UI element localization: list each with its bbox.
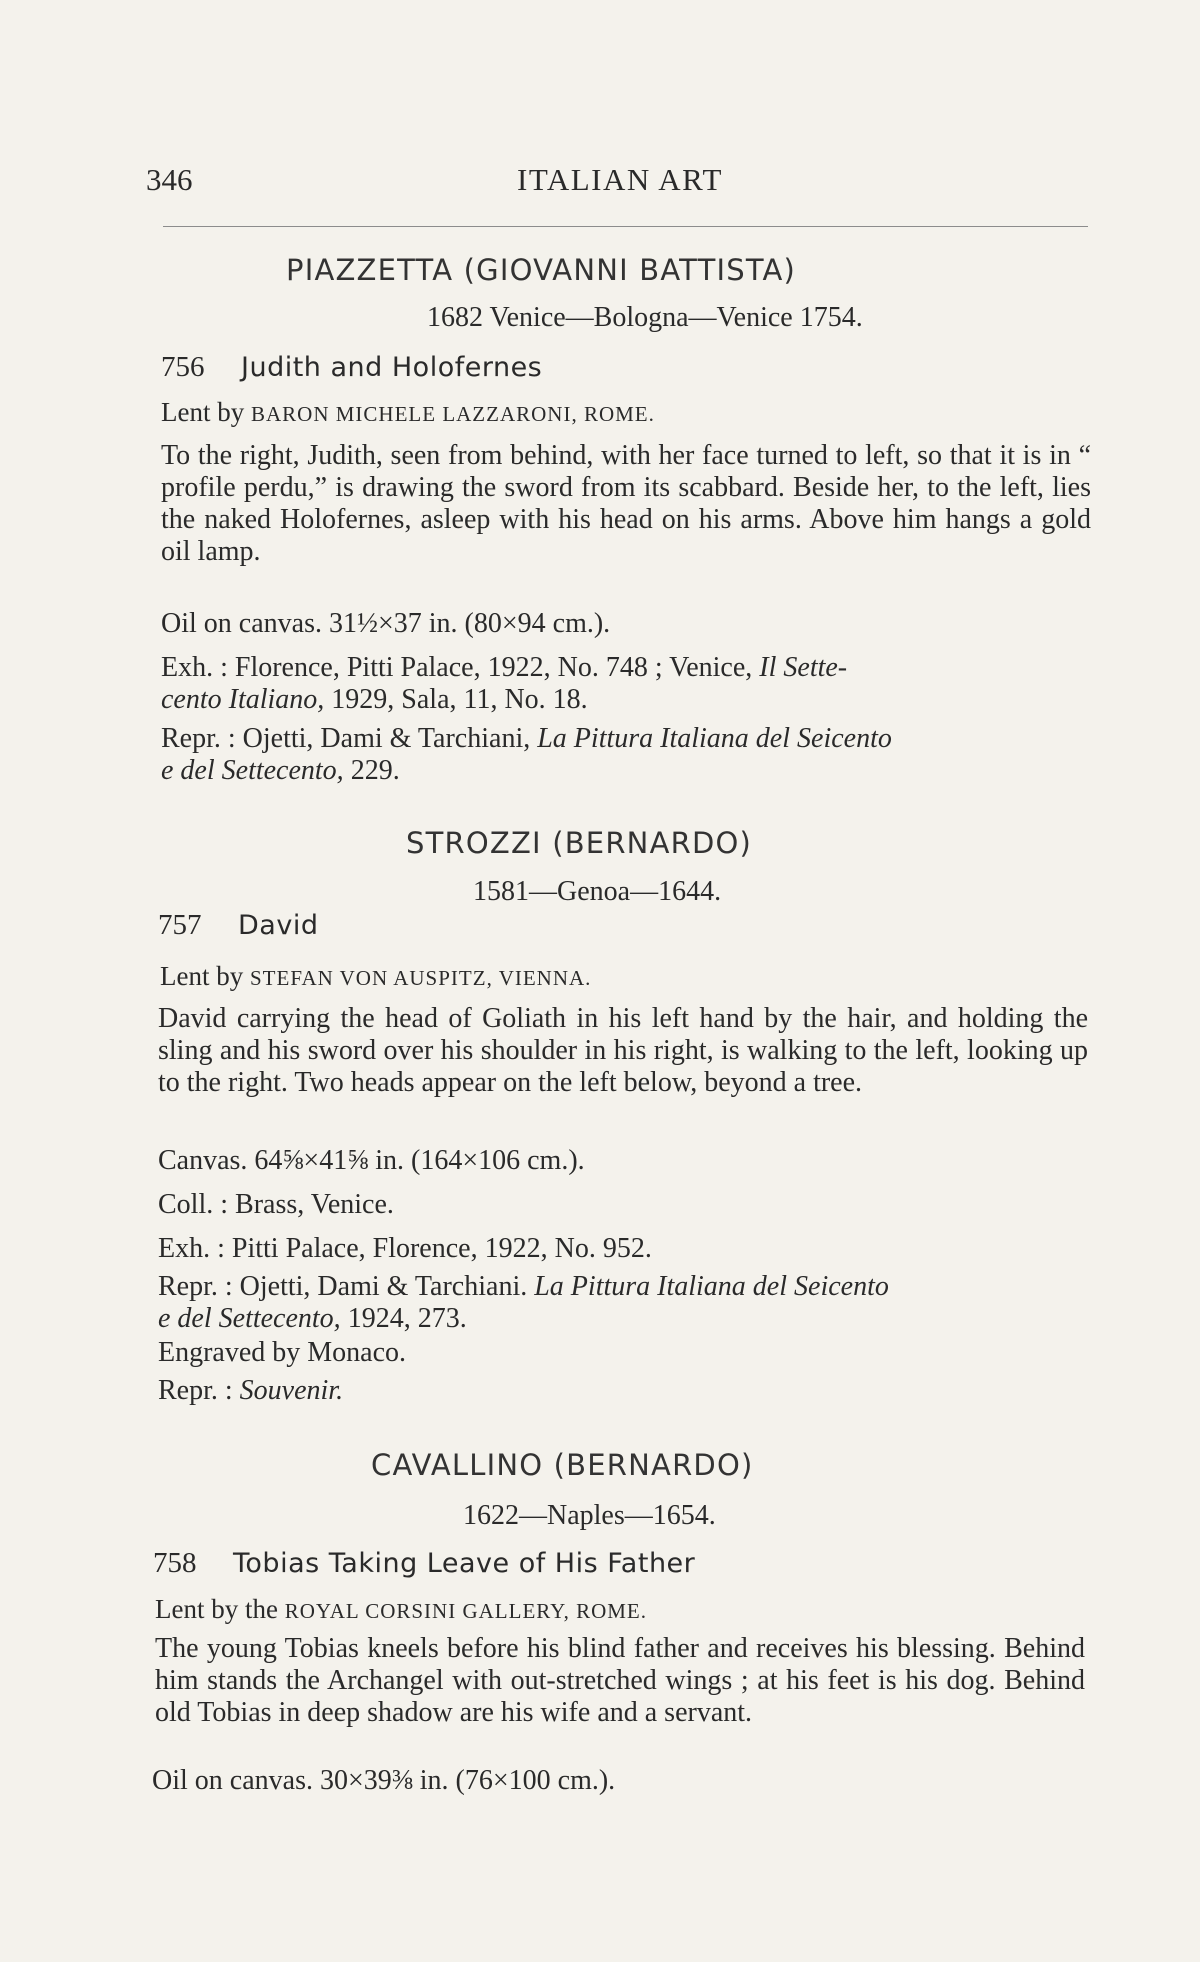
- artist-dates: 1581—Genoa—1644.: [473, 876, 722, 907]
- reproduction-line-cont: [161, 755, 400, 787]
- lender-line: [160, 961, 591, 992]
- lender-name: STEFAN VON AUSPITZ, VIENNA.: [249, 966, 592, 990]
- lent-prefix: Lent by: [160, 961, 250, 991]
- engraved-line: Engraved by Monaco.: [158, 1337, 407, 1368]
- entry-heading: [158, 909, 318, 942]
- lender-line: [155, 1594, 647, 1625]
- header-rule: [163, 226, 1088, 227]
- collection-line: Coll. : Brass, Venice.: [158, 1189, 394, 1220]
- exhibition-line: [161, 652, 847, 684]
- artist-dates: 1682 Venice—Bologna—Venice 1754.: [427, 302, 863, 333]
- exhibition-line: Exh. : Pitti Palace, Florence, 1922, No. 952.: [158, 1233, 652, 1264]
- running-head: ITALIAN ART: [517, 162, 723, 197]
- entry-number: 758: [153, 1547, 197, 1579]
- reproduction-title-cont: e del Settecento,: [158, 1303, 341, 1334]
- lent-prefix: Lent by the: [155, 1594, 285, 1624]
- reproduction-title: La Pittura Italiana del Seicento: [537, 723, 892, 754]
- reproduction-souvenir-line: [158, 1375, 343, 1407]
- reproduction-prefix: Repr. :: [158, 1375, 240, 1406]
- reproduction-souvenir: Souvenir.: [239, 1375, 344, 1406]
- entry-title: David: [238, 910, 319, 941]
- artist-dates: 1622—Naples—1654.: [463, 1500, 716, 1531]
- exhibition-title: Il Sette-: [759, 652, 848, 683]
- entry-heading: [161, 351, 542, 384]
- reproduction-text: Repr. : Ojetti, Dami & Tarchiani,: [161, 723, 538, 754]
- medium-line: Canvas. 64⅝×41⅝ in. (164×106 cm.).: [158, 1145, 585, 1176]
- entry-number: 757: [158, 909, 202, 941]
- exhibition-text: Exh. : Florence, Pitti Palace, 1922, No. 748 ; Venice,: [161, 652, 760, 683]
- artist-heading: CAVALLINO (BERNARDO): [371, 1448, 754, 1482]
- entry-title: Tobias Taking Leave of His Father: [233, 1548, 696, 1579]
- exhibition-title-cont: cento Italiano,: [161, 684, 325, 715]
- entry-description: The young Tobias kneels before his blind father and receives his blessing. Behind him stands the Archangel with out-stretched wings ; at his feet is his dog. Behind old Tobias in deep shadow are his wife and a servant.: [155, 1633, 1085, 1728]
- reproduction-line: [158, 1271, 889, 1303]
- entry-heading: [153, 1547, 695, 1580]
- lender-line: [161, 397, 655, 428]
- reproduction-page: 229.: [343, 755, 400, 786]
- reproduction-title-cont: e del Settecento,: [161, 755, 344, 786]
- entry-description: David carrying the head of Goliath in his left hand by the hair, and holding the sling and his sword over his shoulder in his right, is walking to the left, looking up to the right. Two heads appear on the left below, beyond a tree.: [158, 1003, 1088, 1098]
- exhibition-line-cont: [161, 684, 588, 716]
- entry-number: 756: [161, 351, 205, 383]
- entry-title: Judith and Holofernes: [241, 352, 543, 383]
- reproduction-title: La Pittura Italiana del Seicento: [534, 1271, 889, 1302]
- exhibition-detail: 1929, Sala, 11, No. 18.: [324, 684, 588, 715]
- medium-line: Oil on canvas. 31½×37 in. (80×94 cm.).: [161, 608, 611, 639]
- reproduction-page: 1924, 273.: [340, 1303, 467, 1334]
- medium-line: Oil on canvas. 30×39⅜ in. (76×100 cm.).: [152, 1765, 616, 1796]
- reproduction-line-cont: [158, 1303, 467, 1335]
- artist-heading: STROZZI (BERNARDO): [406, 826, 753, 860]
- reproduction-line: [161, 723, 892, 755]
- page-number: 346: [146, 162, 193, 197]
- entry-description: To the right, Judith, seen from behind, with her face turned to left, so that it is in “ profile perdu,” is drawing the sword from its scabbard. Beside her, to the left, lies the naked Holofernes, asleep with his head on his arms. Above him hangs a gold oil lamp.: [161, 440, 1091, 567]
- lent-prefix: Lent by: [161, 397, 251, 427]
- lender-name: BARON MICHELE LAZZARONI, ROME.: [250, 402, 655, 426]
- reproduction-text: Repr. : Ojetti, Dami & Tarchiani.: [158, 1271, 535, 1302]
- artist-heading: PIAZZETTA (GIOVANNI BATTISTA): [286, 253, 797, 287]
- lender-name: ROYAL CORSINI GALLERY, ROME.: [284, 1599, 647, 1623]
